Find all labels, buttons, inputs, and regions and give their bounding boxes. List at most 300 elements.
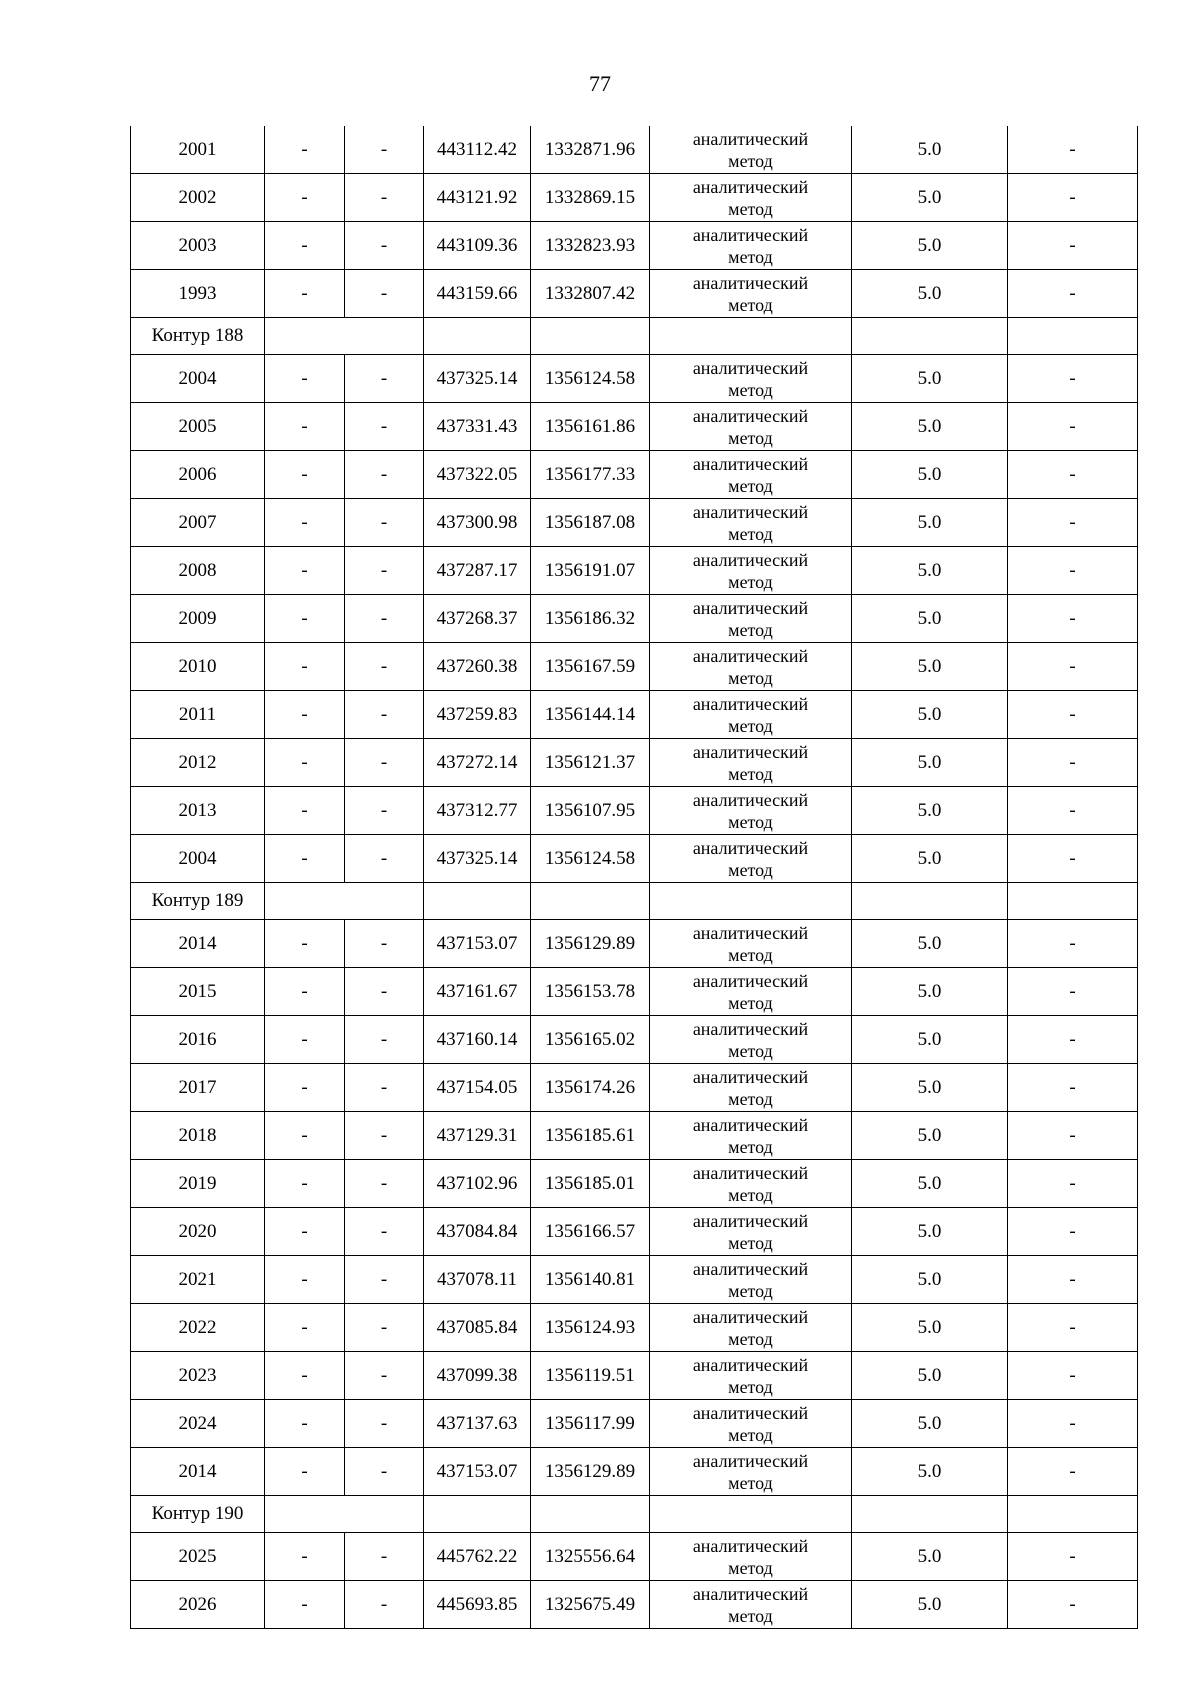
accuracy-cell: 5.0 <box>852 835 1008 883</box>
y-coordinate-cell: 1356124.58 <box>531 835 650 883</box>
dash-cell: - <box>345 1112 424 1160</box>
point-id-cell: 2009 <box>131 595 265 643</box>
dash-cell: - <box>345 1581 424 1629</box>
method-cell <box>650 1064 852 1112</box>
x-coordinate-cell: 437137.63 <box>424 1400 531 1448</box>
point-id-cell: 2004 <box>131 835 265 883</box>
page-number: 77 <box>589 71 611 96</box>
dash-cell: - <box>345 1533 424 1581</box>
dash-cell: - <box>265 835 345 883</box>
method-line-2: метод <box>728 246 773 267</box>
empty-cell <box>650 318 852 355</box>
y-coordinate-cell: 1325675.49 <box>531 1581 650 1629</box>
accuracy-cell: 5.0 <box>852 968 1008 1016</box>
dash-cell: - <box>345 643 424 691</box>
accuracy-cell: 5.0 <box>852 920 1008 968</box>
x-coordinate-cell: 437084.84 <box>424 1208 531 1256</box>
accuracy-cell: 5.0 <box>852 222 1008 270</box>
method-cell <box>650 1112 852 1160</box>
dash-cell: - <box>1008 547 1138 595</box>
point-id-cell: 2020 <box>131 1208 265 1256</box>
method-line-2: метод <box>728 811 773 832</box>
dash-cell: - <box>345 739 424 787</box>
dash-cell: - <box>345 1400 424 1448</box>
point-id-cell: 2012 <box>131 739 265 787</box>
table-row <box>131 1581 1138 1629</box>
point-id-cell: 2004 <box>131 355 265 403</box>
accuracy-cell: 5.0 <box>852 1208 1008 1256</box>
x-coordinate-cell: 437161.67 <box>424 968 531 1016</box>
accuracy-cell: 5.0 <box>852 1448 1008 1496</box>
y-coordinate-cell: 1356124.93 <box>531 1304 650 1352</box>
method-line-1: аналитический <box>692 453 809 474</box>
method-cell <box>650 1400 852 1448</box>
method-cell <box>650 1581 852 1629</box>
empty-cell <box>265 883 424 920</box>
dash-cell: - <box>345 1304 424 1352</box>
method-cell <box>650 1448 852 1496</box>
dash-cell: - <box>1008 643 1138 691</box>
dash-cell: - <box>265 1400 345 1448</box>
dash-cell: - <box>1008 835 1138 883</box>
dash-cell: - <box>265 222 345 270</box>
accuracy-cell: 5.0 <box>852 403 1008 451</box>
point-id-cell: 2018 <box>131 1112 265 1160</box>
table-row <box>131 174 1138 222</box>
method-cell <box>650 643 852 691</box>
dash-cell: - <box>345 691 424 739</box>
accuracy-cell: 5.0 <box>852 1533 1008 1581</box>
method-line-2: метод <box>728 379 773 400</box>
dash-cell: - <box>1008 1256 1138 1304</box>
method-line-1: аналитический <box>692 549 809 570</box>
empty-cell <box>1008 883 1138 920</box>
method-cell <box>650 547 852 595</box>
table-row <box>131 547 1138 595</box>
method-cell <box>650 1533 852 1581</box>
method-cell <box>650 1016 852 1064</box>
x-coordinate-cell: 437272.14 <box>424 739 531 787</box>
point-id-cell: 2002 <box>131 174 265 222</box>
y-coordinate-cell: 1356161.86 <box>531 403 650 451</box>
accuracy-cell: 5.0 <box>852 451 1008 499</box>
x-coordinate-cell: 437102.96 <box>424 1160 531 1208</box>
point-id-cell: 2026 <box>131 1581 265 1629</box>
dash-cell: - <box>265 1256 345 1304</box>
y-coordinate-cell: 1356166.57 <box>531 1208 650 1256</box>
method-cell <box>650 595 852 643</box>
method-cell <box>650 499 852 547</box>
accuracy-cell: 5.0 <box>852 547 1008 595</box>
method-line-1: аналитический <box>692 1210 809 1231</box>
accuracy-cell: 5.0 <box>852 787 1008 835</box>
dash-cell: - <box>1008 787 1138 835</box>
table-row <box>131 1160 1138 1208</box>
method-cell <box>650 968 852 1016</box>
dash-cell: - <box>345 920 424 968</box>
dash-cell: - <box>345 174 424 222</box>
x-coordinate-cell: 437129.31 <box>424 1112 531 1160</box>
table-row <box>131 1112 1138 1160</box>
y-coordinate-cell: 1325556.64 <box>531 1533 650 1581</box>
x-coordinate-cell: 437287.17 <box>424 547 531 595</box>
table-row <box>131 403 1138 451</box>
method-line-1: аналитический <box>692 357 809 378</box>
y-coordinate-cell: 1332823.93 <box>531 222 650 270</box>
point-id-cell: 2005 <box>131 403 265 451</box>
table-row <box>131 1064 1138 1112</box>
method-line-1: аналитический <box>692 405 809 426</box>
point-id-cell: 2024 <box>131 1400 265 1448</box>
dash-cell: - <box>1008 1112 1138 1160</box>
dash-cell: - <box>345 499 424 547</box>
accuracy-cell: 5.0 <box>852 1352 1008 1400</box>
y-coordinate-cell: 1356167.59 <box>531 643 650 691</box>
accuracy-cell: 5.0 <box>852 270 1008 318</box>
dash-cell: - <box>345 547 424 595</box>
empty-cell <box>531 1496 650 1533</box>
method-line-1: аналитический <box>692 645 809 666</box>
contour-header-row <box>131 883 1138 920</box>
point-id-cell: 1993 <box>131 270 265 318</box>
contour-header-row <box>131 1496 1138 1533</box>
table-row <box>131 595 1138 643</box>
y-coordinate-cell: 1356119.51 <box>531 1352 650 1400</box>
method-cell <box>650 691 852 739</box>
method-line-1: аналитический <box>692 1018 809 1039</box>
dash-cell: - <box>265 355 345 403</box>
table-row <box>131 787 1138 835</box>
dash-cell: - <box>345 787 424 835</box>
method-cell <box>650 1160 852 1208</box>
point-id-cell: 2013 <box>131 787 265 835</box>
dash-cell: - <box>1008 691 1138 739</box>
dash-cell: - <box>345 355 424 403</box>
dash-cell: - <box>345 835 424 883</box>
accuracy-cell: 5.0 <box>852 126 1008 174</box>
accuracy-cell: 5.0 <box>852 174 1008 222</box>
method-line-1: аналитический <box>692 176 809 197</box>
method-line-1: аналитический <box>692 1066 809 1087</box>
method-cell <box>650 1256 852 1304</box>
method-line-2: метод <box>728 992 773 1013</box>
x-coordinate-cell: 437154.05 <box>424 1064 531 1112</box>
empty-cell <box>424 1496 531 1533</box>
dash-cell: - <box>1008 1448 1138 1496</box>
dash-cell: - <box>1008 270 1138 318</box>
method-line-1: аналитический <box>692 1535 809 1556</box>
dash-cell: - <box>345 1016 424 1064</box>
accuracy-cell: 5.0 <box>852 1304 1008 1352</box>
method-cell <box>650 355 852 403</box>
point-id-cell: 2015 <box>131 968 265 1016</box>
method-line-1: аналитический <box>692 272 809 293</box>
x-coordinate-cell: 437099.38 <box>424 1352 531 1400</box>
empty-cell <box>265 1496 424 1533</box>
method-cell <box>650 451 852 499</box>
point-id-cell: 2019 <box>131 1160 265 1208</box>
coordinates-table <box>130 126 1138 1629</box>
dash-cell: - <box>1008 1304 1138 1352</box>
y-coordinate-cell: 1356174.26 <box>531 1064 650 1112</box>
point-id-cell: 2007 <box>131 499 265 547</box>
table-row <box>131 270 1138 318</box>
x-coordinate-cell: 437260.38 <box>424 643 531 691</box>
method-cell <box>650 1352 852 1400</box>
method-line-2: метод <box>728 1088 773 1109</box>
method-line-2: метод <box>728 571 773 592</box>
x-coordinate-cell: 445693.85 <box>424 1581 531 1629</box>
method-cell <box>650 1304 852 1352</box>
x-coordinate-cell: 437259.83 <box>424 691 531 739</box>
dash-cell: - <box>265 968 345 1016</box>
table-row <box>131 1448 1138 1496</box>
table-row <box>131 451 1138 499</box>
dash-cell: - <box>345 222 424 270</box>
point-id-cell: 2017 <box>131 1064 265 1112</box>
dash-cell: - <box>1008 739 1138 787</box>
method-cell <box>650 739 852 787</box>
method-cell <box>650 222 852 270</box>
method-line-1: аналитический <box>692 1258 809 1279</box>
x-coordinate-cell: 437153.07 <box>424 1448 531 1496</box>
method-cell <box>650 174 852 222</box>
table-row <box>131 1533 1138 1581</box>
dash-cell: - <box>345 1208 424 1256</box>
dash-cell: - <box>1008 403 1138 451</box>
method-line-2: метод <box>728 150 773 171</box>
empty-cell <box>852 883 1008 920</box>
point-id-cell: 2011 <box>131 691 265 739</box>
point-id-cell: 2022 <box>131 1304 265 1352</box>
x-coordinate-cell: 437325.14 <box>424 355 531 403</box>
table-body <box>131 126 1138 1629</box>
table-row <box>131 1208 1138 1256</box>
contour-label: Контур 190 <box>131 1496 265 1533</box>
method-cell <box>650 787 852 835</box>
y-coordinate-cell: 1356140.81 <box>531 1256 650 1304</box>
point-id-cell: 2008 <box>131 547 265 595</box>
method-line-2: метод <box>728 198 773 219</box>
method-line-1: аналитический <box>692 1162 809 1183</box>
table-row <box>131 499 1138 547</box>
table-row <box>131 968 1138 1016</box>
dash-cell: - <box>1008 1581 1138 1629</box>
accuracy-cell: 5.0 <box>852 499 1008 547</box>
method-line-1: аналитический <box>692 224 809 245</box>
x-coordinate-cell: 437325.14 <box>424 835 531 883</box>
dash-cell: - <box>345 595 424 643</box>
method-line-2: метод <box>728 1328 773 1349</box>
method-line-2: метод <box>728 1136 773 1157</box>
method-line-1: аналитический <box>692 837 809 858</box>
dash-cell: - <box>265 1016 345 1064</box>
empty-cell <box>1008 318 1138 355</box>
method-cell <box>650 1208 852 1256</box>
point-id-cell: 2014 <box>131 920 265 968</box>
empty-cell <box>531 883 650 920</box>
method-cell <box>650 403 852 451</box>
y-coordinate-cell: 1356124.58 <box>531 355 650 403</box>
dash-cell: - <box>265 1352 345 1400</box>
dash-cell: - <box>1008 174 1138 222</box>
dash-cell: - <box>345 1448 424 1496</box>
dash-cell: - <box>265 1160 345 1208</box>
x-coordinate-cell: 437160.14 <box>424 1016 531 1064</box>
y-coordinate-cell: 1356117.99 <box>531 1400 650 1448</box>
method-line-2: метод <box>728 763 773 784</box>
dash-cell: - <box>1008 1064 1138 1112</box>
table-row <box>131 126 1138 174</box>
y-coordinate-cell: 1356191.07 <box>531 547 650 595</box>
accuracy-cell: 5.0 <box>852 1160 1008 1208</box>
method-line-1: аналитический <box>692 1354 809 1375</box>
method-cell <box>650 920 852 968</box>
method-line-1: аналитический <box>692 501 809 522</box>
dash-cell: - <box>1008 126 1138 174</box>
method-line-1: аналитический <box>692 693 809 714</box>
empty-cell <box>424 318 531 355</box>
empty-cell <box>650 883 852 920</box>
method-line-1: аналитический <box>692 922 809 943</box>
y-coordinate-cell: 1356177.33 <box>531 451 650 499</box>
dash-cell: - <box>1008 222 1138 270</box>
table-row <box>131 691 1138 739</box>
table-row <box>131 1304 1138 1352</box>
table-row <box>131 920 1138 968</box>
y-coordinate-cell: 1356129.89 <box>531 920 650 968</box>
accuracy-cell: 5.0 <box>852 1016 1008 1064</box>
y-coordinate-cell: 1332869.15 <box>531 174 650 222</box>
method-line-2: метод <box>728 1605 773 1626</box>
dash-cell: - <box>265 787 345 835</box>
dash-cell: - <box>1008 920 1138 968</box>
method-line-2: метод <box>728 1040 773 1061</box>
point-id-cell: 2025 <box>131 1533 265 1581</box>
x-coordinate-cell: 445762.22 <box>424 1533 531 1581</box>
accuracy-cell: 5.0 <box>852 1400 1008 1448</box>
method-line-2: метод <box>728 1232 773 1253</box>
method-line-2: метод <box>728 1424 773 1445</box>
dash-cell: - <box>265 1208 345 1256</box>
x-coordinate-cell: 437312.77 <box>424 787 531 835</box>
dash-cell: - <box>345 1160 424 1208</box>
accuracy-cell: 5.0 <box>852 1581 1008 1629</box>
table-row <box>131 355 1138 403</box>
method-line-2: метод <box>728 667 773 688</box>
method-line-2: метод <box>728 1280 773 1301</box>
empty-cell <box>650 1496 852 1533</box>
dash-cell: - <box>265 403 345 451</box>
point-id-cell: 2010 <box>131 643 265 691</box>
dash-cell: - <box>265 739 345 787</box>
x-coordinate-cell: 437268.37 <box>424 595 531 643</box>
table-row <box>131 1016 1138 1064</box>
point-id-cell: 2016 <box>131 1016 265 1064</box>
point-id-cell: 2023 <box>131 1352 265 1400</box>
method-line-2: метод <box>728 475 773 496</box>
dash-cell: - <box>345 403 424 451</box>
dash-cell: - <box>345 451 424 499</box>
dash-cell: - <box>1008 355 1138 403</box>
point-id-cell: 2001 <box>131 126 265 174</box>
method-line-2: метод <box>728 859 773 880</box>
dash-cell: - <box>265 643 345 691</box>
method-line-1: аналитический <box>692 1402 809 1423</box>
x-coordinate-cell: 443112.42 <box>424 126 531 174</box>
table-row <box>131 222 1138 270</box>
dash-cell: - <box>265 691 345 739</box>
y-coordinate-cell: 1356186.32 <box>531 595 650 643</box>
method-line-2: метод <box>728 1557 773 1578</box>
method-line-2: метод <box>728 1376 773 1397</box>
dash-cell: - <box>265 270 345 318</box>
dash-cell: - <box>345 126 424 174</box>
accuracy-cell: 5.0 <box>852 355 1008 403</box>
dash-cell: - <box>1008 1533 1138 1581</box>
method-line-1: аналитический <box>692 597 809 618</box>
x-coordinate-cell: 437322.05 <box>424 451 531 499</box>
method-line-1: аналитический <box>692 970 809 991</box>
x-coordinate-cell: 443159.66 <box>424 270 531 318</box>
contour-label: Контур 189 <box>131 883 265 920</box>
accuracy-cell: 5.0 <box>852 691 1008 739</box>
dash-cell: - <box>265 920 345 968</box>
table-row <box>131 1352 1138 1400</box>
empty-cell <box>531 318 650 355</box>
x-coordinate-cell: 437331.43 <box>424 403 531 451</box>
table-row <box>131 643 1138 691</box>
dash-cell: - <box>1008 1016 1138 1064</box>
table-row <box>131 835 1138 883</box>
dash-cell: - <box>265 547 345 595</box>
dash-cell: - <box>265 1448 345 1496</box>
method-cell <box>650 126 852 174</box>
table-row <box>131 739 1138 787</box>
x-coordinate-cell: 443109.36 <box>424 222 531 270</box>
method-line-1: аналитический <box>692 1306 809 1327</box>
dash-cell: - <box>265 126 345 174</box>
contour-header-row <box>131 318 1138 355</box>
dash-cell: - <box>345 1064 424 1112</box>
dash-cell: - <box>345 270 424 318</box>
method-line-2: метод <box>728 1472 773 1493</box>
empty-cell <box>852 1496 1008 1533</box>
method-line-1: аналитический <box>692 741 809 762</box>
y-coordinate-cell: 1356187.08 <box>531 499 650 547</box>
method-line-2: метод <box>728 294 773 315</box>
x-coordinate-cell: 437078.11 <box>424 1256 531 1304</box>
table-row <box>131 1400 1138 1448</box>
accuracy-cell: 5.0 <box>852 739 1008 787</box>
y-coordinate-cell: 1356185.01 <box>531 1160 650 1208</box>
accuracy-cell: 5.0 <box>852 1064 1008 1112</box>
point-id-cell: 2006 <box>131 451 265 499</box>
method-cell <box>650 835 852 883</box>
y-coordinate-cell: 1356165.02 <box>531 1016 650 1064</box>
dash-cell: - <box>345 968 424 1016</box>
contour-label: Контур 188 <box>131 318 265 355</box>
y-coordinate-cell: 1356153.78 <box>531 968 650 1016</box>
accuracy-cell: 5.0 <box>852 643 1008 691</box>
y-coordinate-cell: 1356185.61 <box>531 1112 650 1160</box>
x-coordinate-cell: 437300.98 <box>424 499 531 547</box>
dash-cell: - <box>345 1256 424 1304</box>
method-line-2: метод <box>728 523 773 544</box>
dash-cell: - <box>265 1533 345 1581</box>
method-line-1: аналитический <box>692 1114 809 1135</box>
y-coordinate-cell: 1356144.14 <box>531 691 650 739</box>
